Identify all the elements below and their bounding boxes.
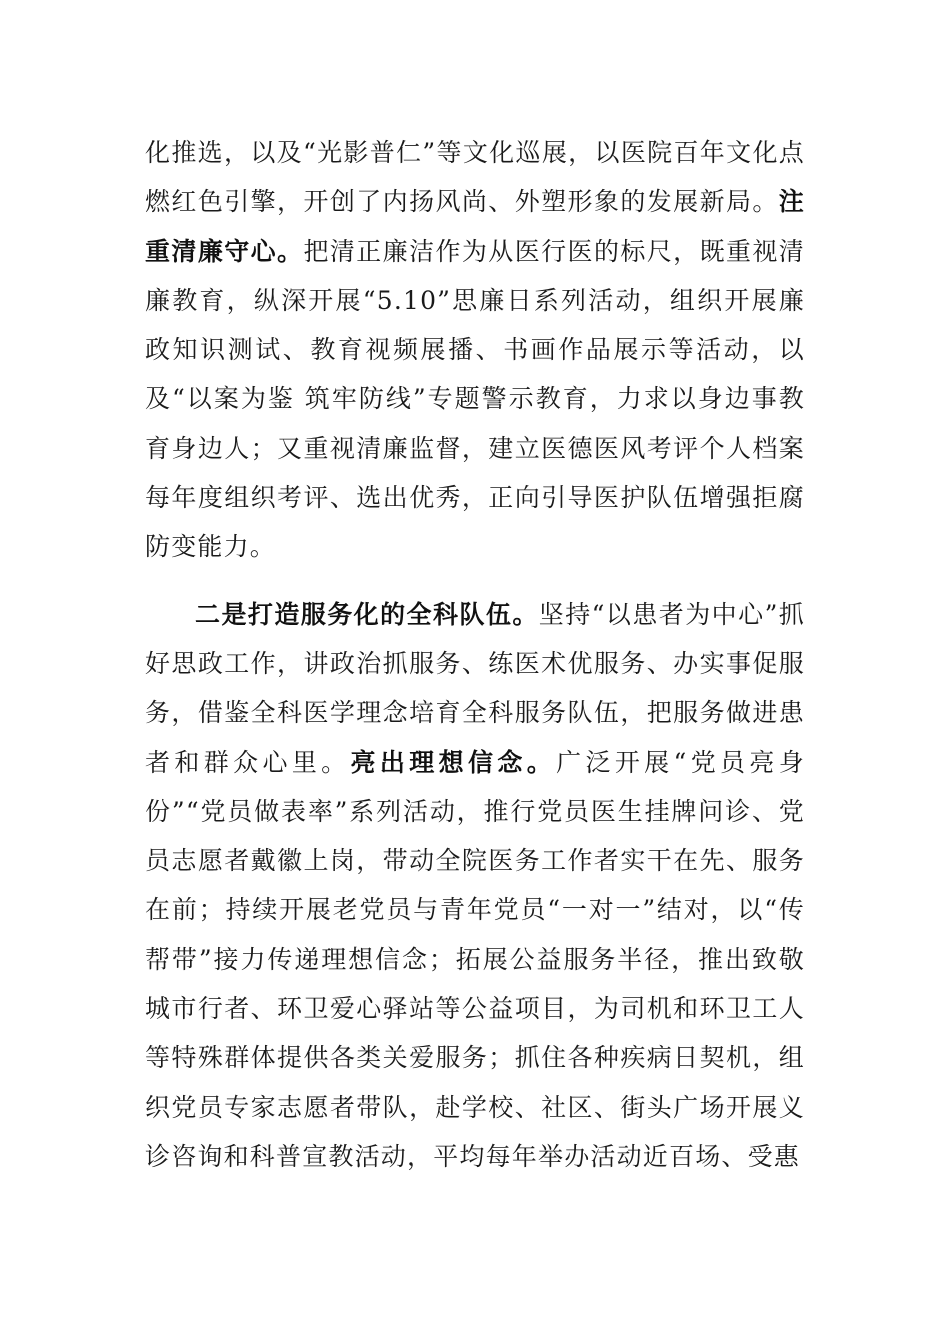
heading-focus-clean: 注重清廉守心。 (145, 187, 805, 266)
heading-ideals-beliefs: 亮出理想信念。 (350, 747, 557, 777)
paragraph-clean-governance (145, 128, 805, 572)
text-segment: 广泛开展“党员亮身份”“党员做表率”系列活动，推行党员医生挂牌问诊、党员志愿者戴徽上岗，带动全院医务工作者实干在先、服务在前；持续开展老党员与青年党员“一对一”结对，以“传帮带”接力传递理想信念；拓展公益服务半径，推出致敬城市行者、环卫爱心驿站等公益项目，为司机和环卫工人等特殊群体提供各类关爱服务；抓住各种疾病日契机，组织党员专家志愿者带队，赴学校、社区、街头广场开展义诊咨询和科普宣教活动，平均每年举办活动近百场、受惠 (145, 747, 805, 1171)
text-segment: 坚持“以患者为中心”抓好思政工作，讲政治抓服务、练医术优服务、办实事促服务，借鉴全科医学理念培育全科服务队伍，把服务做进患者和群众心里。 (145, 599, 805, 777)
paragraph-service-team (145, 590, 805, 1182)
document-body (145, 128, 805, 1181)
text-segment: 把清正廉洁作为从医行医的标尺，既重视清廉教育，纵深开展“5.10”思廉日系列活动，组织开展廉政知识测试、教育视频展播、书画作品展示等活动，以及“以案为鉴 筑牢防线”专题警示教育，力求以身边事教育身边人；又重视清廉监督，建立医德医风考评个人档案每年度组织考评、选出优秀，正向引导医护队伍增强拒腐防变能力。 (145, 236, 805, 562)
text-segment: 化推选，以及“光影普仁”等文化巡展，以医院百年文化点燃红色引擎，开创了内扬风尚、外塑形象的发展新局。 (145, 138, 805, 217)
heading-service-team: 二是打造服务化的全科队伍。 (195, 599, 539, 629)
